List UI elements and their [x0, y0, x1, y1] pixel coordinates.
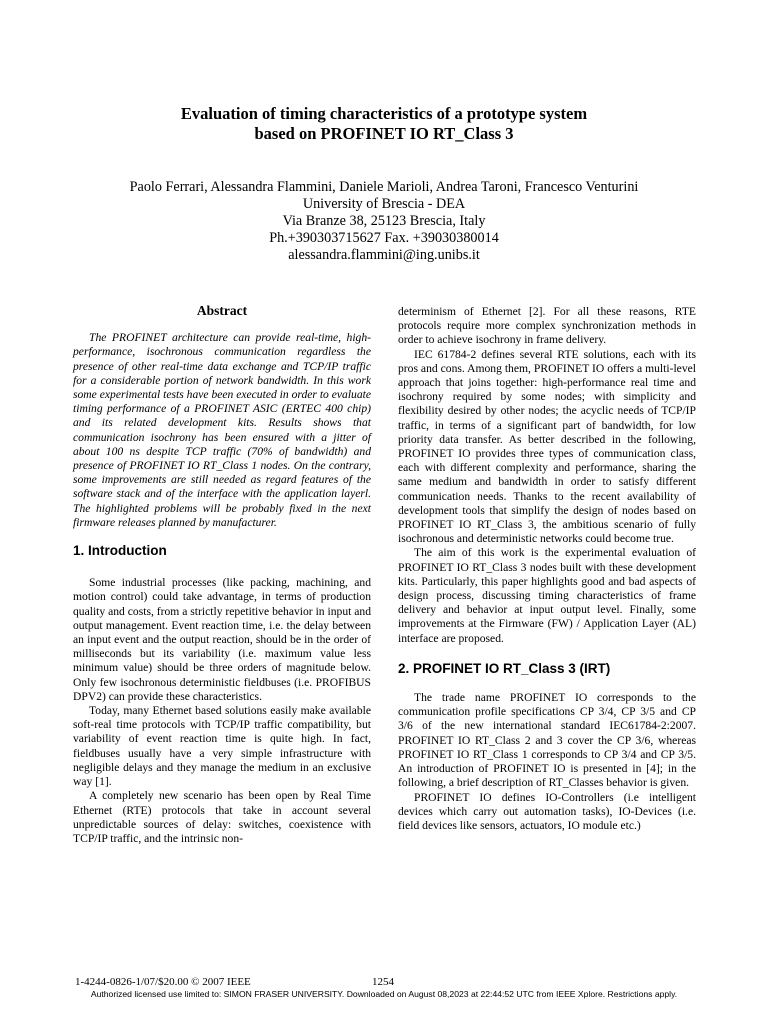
- footer-page-number: 1254: [372, 976, 394, 988]
- title-line-2: based on PROFINET IO RT_Class 3: [254, 124, 514, 143]
- author-names: Paolo Ferrari, Alessandra Flammini, Daniele Marioli, Andrea Taroni, Francesco Venturini: [129, 179, 639, 195]
- intro-paragraph-3-continued: determinism of Ethernet [2]. For all these reasons, RTE protocols require more complex synchronization methods in order to achieve isochrony in frame delivery.: [398, 305, 696, 347]
- section-2-heading: 2. PROFINET IO RT_Class 3 (IRT): [398, 660, 611, 676]
- title-line-1: Evaluation of timing characteristics of a prototype system: [180, 104, 588, 123]
- footer-license-notice: Authorized licensed use limited to: SIMON FRASER UNIVERSITY. Downloaded on August 08,2023 at 22:44:52 UTC from IEEE Xplore. Restrictions apply.: [90, 989, 678, 999]
- intro-paragraph-4: IEC 61784-2 defines several RTE solutions, each with its pros and cons. Among them, PROFINET IO offers a multi-level approach that joins together: high-performance real time and isochrony required by some nodes; with simplicity and flexibility desired by other nodes; the acyclic needs of TCP/IP traffic, in terms of a significant part of bandwidth, for low priority data transfer. As better described in the following, PROFINET IO provides three types of communication class, each with different complexity and performance, sharing the same medium and bandwidth in order to satisfy different communication needs. Thanks to the recent availability of development tools that simplify the design of nodes based on PROFINET IO RT_Class 3, the ambitious scenario of fully isochronous and deterministic networks could become true.: [398, 347, 696, 546]
- footer-copyright: 1-4244-0826-1/07/$20.00 © 2007 IEEE: [75, 976, 251, 988]
- intro-paragraph-2: Today, many Ethernet based solutions easily make available soft-real time protocols with TCP/IP traffic compatibility, but variability of event reaction time is quite high. In fact, fieldbuses usually have a very simple infrastructure with negligible delays and they manage the medium in an exclusive way [1].: [73, 704, 371, 789]
- author-phone: Ph.+390303715627 Fax. +39030380014: [269, 230, 499, 246]
- intro-paragraph-3: A completely new scenario has been open by Real Time Ethernet (RTE) protocols that take in account several unpredictable sources of delay: switches, coexistence with TCP/IP traffic, and the intrinsic non-: [73, 789, 371, 845]
- paper-title: [0, 104, 768, 144]
- section-1-heading: 1. Introduction: [73, 543, 167, 559]
- author-affiliation: University of Brescia - DEA: [302, 196, 466, 212]
- left-column: [73, 302, 371, 846]
- author-email: alessandra.flammini@ing.unibs.it: [288, 247, 480, 263]
- section-2-paragraph-2: PROFINET IO defines IO-Controllers (i.e intelligent devices which carry out automation tasks), IO-Devices (i.e. field devices like sensors, actuators, IO module etc.): [398, 790, 696, 832]
- author-address: Via Branze 38, 25123 Brescia, Italy: [282, 213, 486, 229]
- section-2-paragraph-1: The trade name PROFINET IO corresponds to the communication profile specifications CP 3/4, CP 3/5 and CP 3/6 of the new international standard IEC61784-2:2007. PROFINET IO RT_Class 2 and 3 cover the CP 3/6, whereas PROFINET IO RT_Class 1 corresponds to CP 3/4 and CP 3/5. An introduction of PROFINET IO is presented in [4]; in the following, a brief description of RT_Classes behavior is given.: [398, 691, 696, 790]
- author-block: [0, 179, 768, 264]
- abstract-heading: Abstract: [196, 303, 248, 318]
- right-column: [398, 305, 696, 833]
- intro-paragraph-1: Some industrial processes (like packing, machining, and motion control) could take advantage, in terms of production quality and costs, from a strictly repetitive behavior in input and output management. Event reaction time, i.e. the delay between an input event and the output reaction, should be in the order of milliseconds but its variability (i.e. maximum value less minimum value) should be three orders of magnitude below. Only few isochronous deterministic fieldbuses (i.e. PROFIBUS DPV2) can provide these characteristics.: [73, 576, 371, 703]
- intro-paragraph-5: The aim of this work is the experimental evaluation of PROFINET IO RT_Class 3 nodes built with these development kits. Particularly, this paper highlights good and bad aspects of design process, discussing timing characteristics of frame delivery and behavior at input output level. Finally, some improvements at the Firmware (FW) / Application Layer (AL) interface are proposed.: [398, 546, 696, 645]
- abstract-text: The PROFINET architecture can provide real-time, high-performance, isochronous communication regardless the presence of other real-time data exchange and TCP/IP traffic for a considerable portion of network bandwidth. In this work some experimental tests have been executed in order to evaluate timing performance of a PROFINET ASIC (ERTEC 400 chip) and its related development kits. Results shows that communication isochrony has been ensured with a jitter of about 100 ns despite TCP traffic (70% of bandwidth) and presence of PROFINET IO RT_Class 1 nodes. On the contrary, some improvements are still needed as regard features of the software stack and of the interface with the application layerl. The highlighted problems will be probably fixed in the next firmware releases planned by manufacturer.: [73, 331, 372, 529]
